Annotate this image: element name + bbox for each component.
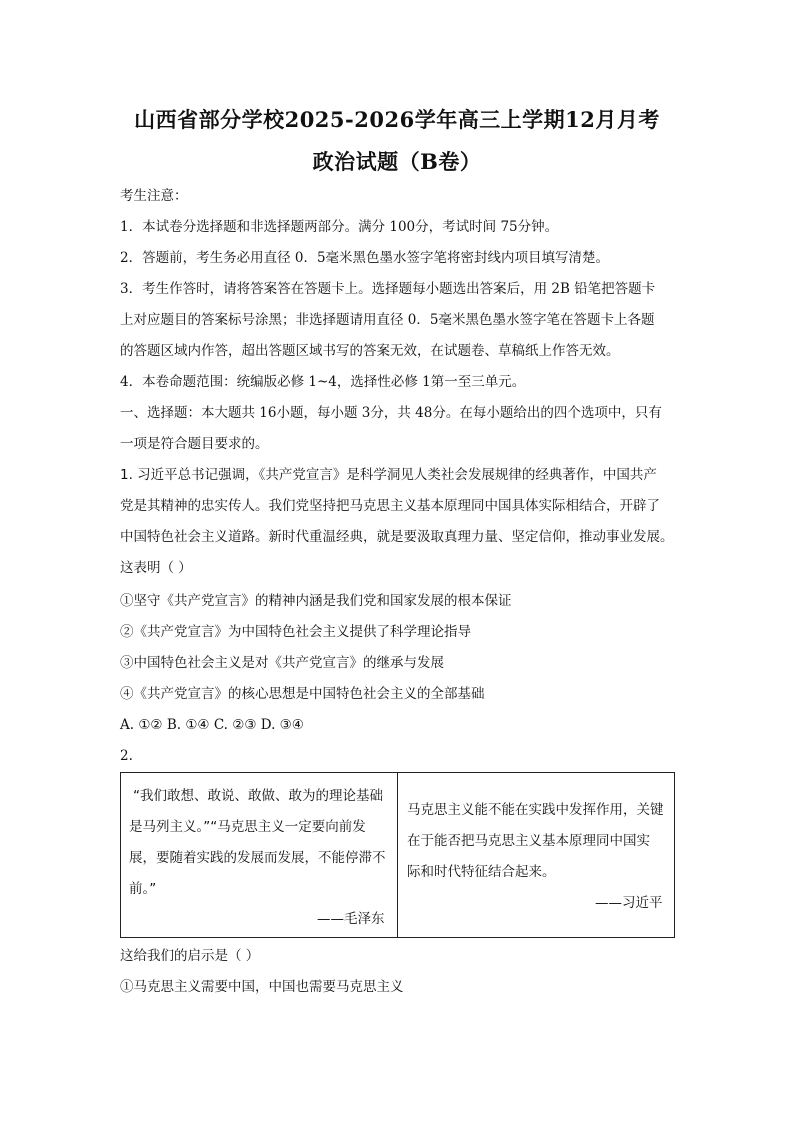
quote-left-line2: 是马列主义。”“马克思主义一定要向前发 <box>129 819 366 835</box>
notice-item-3-line3: 的答题区域内作答，超出答题区域书写的答案无效，在试题卷、草稿纸上作答无效。 <box>120 343 620 359</box>
quote-table-divider <box>397 773 398 937</box>
exam-title-line1: 山西省部分学校2025-2026学年高三上学期12月月考 <box>134 107 660 132</box>
q1-stem-line2: 党是其精神的忠实传人。我们党坚持把马克思主义基本原理同中国具体实际相结合，开辟了 <box>120 498 660 514</box>
q1-choices: A. ①② B. ①④ C. ②③ D. ③④ <box>120 717 304 733</box>
quote-left-line3: 展，要随着实践的发展而发展，不能停滞不 <box>129 850 386 866</box>
q1-stem-line3: 中国特色社会主义道路。新时代重温经典，就是要汲取真理力量、坚定信仰，推动事业发展。 <box>120 529 674 545</box>
q1-option-2: ②《共产党宣言》为中国特色社会主义提供了科学理论指导 <box>120 624 471 640</box>
quote-right-author: ——习近平 <box>595 895 663 911</box>
quote-right-line2: 在于能否把马克思主义基本原理同中国实 <box>407 833 650 849</box>
q2-option-1: ①马克思主义需要中国，中国也需要马克思主义 <box>120 979 404 995</box>
q1-option-1: ①坚守《共产党宣言》的精神内涵是我们党和国家发展的根本保证 <box>120 593 512 609</box>
q1-stem-line1: 1. 习近平总书记强调，《共产党宣言》是科学洞见人类社会发展规律的经典著作，中国共产 <box>120 467 657 483</box>
q1-stem-line4: 这表明（ ） <box>120 560 192 576</box>
notice-item-1: 1．本试卷分选择题和非选择题两部分。满分 100分，考试时间 75分钟。 <box>120 219 559 235</box>
notice-item-2: 2．答题前，考生务必用直径 0．5毫米黑色墨水签字笔将密封线内项目填写清楚。 <box>120 250 610 266</box>
q2-quote-table <box>120 772 675 938</box>
quote-left-line4: 前。” <box>129 881 157 897</box>
q1-option-3: ③中国特色社会主义是对《共产党宣言》的继承与发展 <box>120 655 444 671</box>
notice-item-3-line1: 3．考生作答时，请将答案答在答题卡上。选择题每小题选出答案后，用 2B 铅笔把答题卡 <box>120 281 656 297</box>
quote-left-line1: “我们敢想、敢说、敢做、敢为的理论基础 <box>133 788 383 804</box>
notice-header: 考生注意： <box>120 188 188 204</box>
quote-right-line1: 马克思主义能不能在实践中发挥作用，关键 <box>407 802 664 818</box>
section1-heading-line2: 一项是符合题目要求的。 <box>120 436 269 452</box>
exam-title-line2: 政治试题（B卷） <box>312 149 482 174</box>
q2-stem: 这给我们的启示是（ ） <box>120 948 260 964</box>
q2-number: 2. <box>120 748 133 764</box>
q1-option-4: ④《共产党宣言》的核心思想是中国特色社会主义的全部基础 <box>120 686 485 702</box>
section1-heading-line1: 一、选择题：本大题共 16小题，每小题 3分，共 48分。在每小题给出的四个选项中，只有 <box>120 405 662 421</box>
quote-left-author: ——毛泽东 <box>317 911 385 927</box>
quote-right-line3: 际和时代特征结合起来。 <box>407 864 556 880</box>
notice-item-3-line2: 上对应题目的答案标号涂黑；非选择题请用直径 0．5毫米黑色墨水签字笔在答题卡上各题 <box>120 312 655 328</box>
notice-item-4: 4．本卷命题范围：统编版必修 1~4，选择性必修 1第一至三单元。 <box>120 374 526 390</box>
